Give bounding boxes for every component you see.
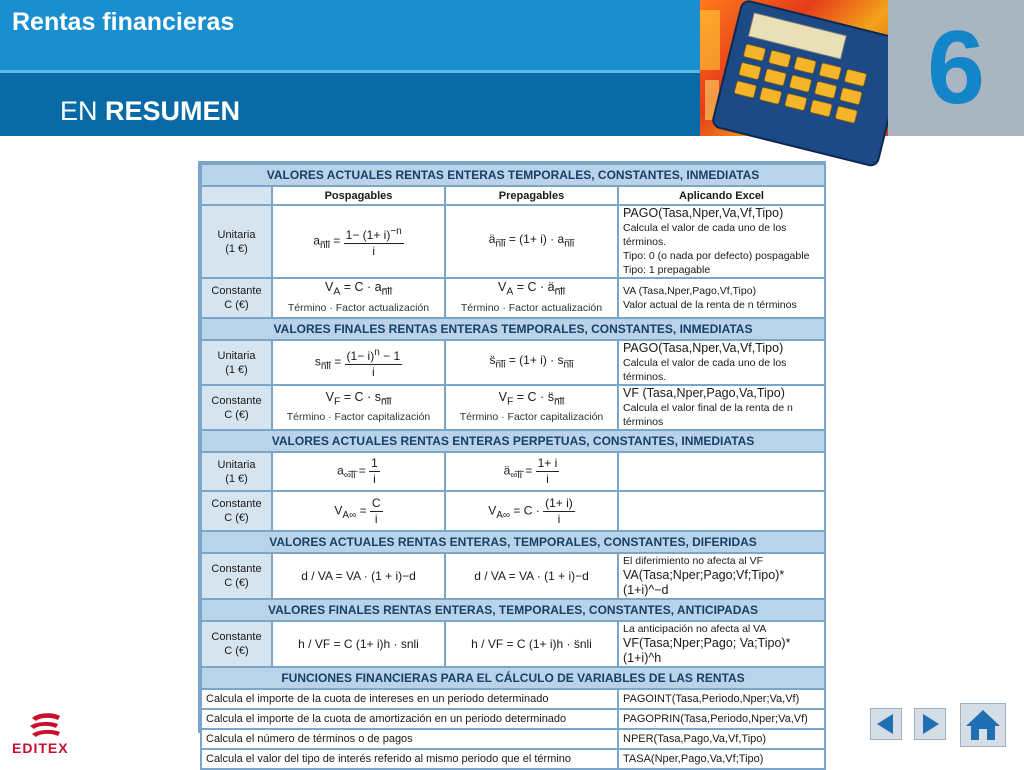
formula-cell: h / VF = C (1+ i)h · s̈nli bbox=[445, 621, 618, 667]
summary-table bbox=[198, 161, 826, 765]
row-label-text: Constante bbox=[211, 285, 262, 297]
formula-cell: $s_{n͞li}$ = $\frac{(1- i)^n - 1}{i}$ bbox=[272, 340, 445, 385]
formula-cell: $V_{A\infty}$ = $\frac{C}{i}$ bbox=[272, 491, 445, 531]
section-header: VALORES ACTUALES RENTAS ENTERAS PERPETUAS, CONSTANTES, INMEDIATAS bbox=[201, 430, 825, 452]
excel-function: VA (Tasa,Nper,Pago,Vf,Tipo) bbox=[623, 285, 757, 297]
table-row bbox=[201, 709, 825, 729]
section-header-row bbox=[201, 667, 825, 689]
row-label-text: Constante bbox=[211, 394, 262, 407]
table-row bbox=[201, 749, 825, 769]
section-title-bold: RESUMEN bbox=[105, 96, 241, 126]
excel-note: El diferimiento no afecta al VF bbox=[623, 555, 764, 567]
row-label-unit: (1 €) bbox=[225, 242, 248, 255]
table-row bbox=[201, 278, 825, 318]
excel-cell bbox=[618, 621, 825, 667]
formula-cell: $a_{n͞li}$ = $\frac{1- (1+ i)^{-n}}{i}$ bbox=[272, 205, 445, 278]
calculator-photo bbox=[700, 0, 890, 136]
section-header: VALORES ACTUALES RENTAS ENTERAS, TEMPORALES, CONSTANTES, DIFERIDAS bbox=[201, 531, 825, 553]
function-description: Calcula el número de términos o de pagos bbox=[201, 729, 618, 749]
excel-cell bbox=[618, 340, 825, 385]
excel-note: La anticipación no afecta al VA bbox=[623, 623, 767, 635]
editex-logo-icon bbox=[28, 712, 62, 738]
row-label-unit: C (€) bbox=[224, 512, 249, 524]
row-label bbox=[201, 553, 272, 599]
row-label-text: Constante bbox=[211, 498, 262, 510]
column-header-row bbox=[201, 186, 825, 205]
row-label-unit: C (€) bbox=[224, 577, 249, 589]
row-label-unit: (1 €) bbox=[225, 363, 248, 376]
row-label-text: Unitaria bbox=[217, 228, 256, 241]
header-divider bbox=[0, 70, 700, 73]
row-label-unit: C (€) bbox=[224, 299, 249, 311]
section-header-row bbox=[201, 318, 825, 340]
row-label bbox=[201, 385, 272, 430]
section-header: VALORES FINALES RENTAS ENTERAS, TEMPORALES, CONSTANTES, ANTICIPADAS bbox=[201, 599, 825, 621]
excel-function: PAGO(Tasa,Nper,Va,Vf,Tipo) bbox=[623, 206, 784, 220]
section-header-row bbox=[201, 430, 825, 452]
excel-function: VF (Tasa,Nper,Pago,Va,Tipo) bbox=[623, 386, 785, 400]
chapter-box bbox=[888, 0, 1024, 136]
table-row bbox=[201, 689, 825, 709]
formula-cell: $ä_{n͞li} = (1+ i) \cdot a_{n͞li}$ bbox=[445, 205, 618, 278]
function-name: PAGOINT(Tasa,Periodo,Nper;Va,Vf) bbox=[618, 689, 825, 709]
formula-caption: Término · Factor capitalización bbox=[286, 411, 431, 424]
formula-cell: d / VA = VA · (1 + i)−d bbox=[445, 553, 618, 599]
table-row bbox=[201, 452, 825, 491]
triangle-right-icon bbox=[915, 709, 945, 739]
triangle-left-icon bbox=[871, 709, 901, 739]
excel-function: PAGO(Tasa,Nper,Va,Vf,Tipo) bbox=[623, 341, 784, 355]
row-label-unit: C (€) bbox=[224, 645, 249, 657]
row-label bbox=[201, 340, 272, 385]
function-description: Calcula el valor del tipo de interés referido al mismo periodo que el término bbox=[201, 749, 618, 769]
formula-cell: $V_F = C$ · $s̈_{n͞li}$ Término · Factor capitalización bbox=[445, 385, 618, 430]
table-row bbox=[201, 385, 825, 430]
excel-cell-empty bbox=[618, 452, 825, 491]
excel-cell bbox=[618, 205, 825, 278]
function-name: NPER(Tasa,Pago,Va,Vf,Tipo) bbox=[618, 729, 825, 749]
table-row bbox=[201, 205, 825, 278]
excel-note: Tipo: 0 (o nada por defecto) pospagable bbox=[623, 250, 810, 262]
row-label-text: Constante bbox=[211, 631, 262, 643]
excel-note: Calcula el valor de cada uno de los términos. bbox=[623, 222, 787, 248]
row-label bbox=[201, 278, 272, 318]
table-row bbox=[201, 340, 825, 385]
house-icon bbox=[961, 704, 1005, 746]
section-header-row bbox=[201, 531, 825, 553]
column-header-empty bbox=[201, 186, 272, 205]
formula-cell: $s̈_{n͞li} = (1+ i) \cdot s_{n͞li}$ bbox=[445, 340, 618, 385]
editex-logo-text: EDITEX bbox=[12, 740, 69, 756]
row-label-text: Constante bbox=[211, 563, 262, 575]
section-header: VALORES ACTUALES RENTAS ENTERAS TEMPORALES, CONSTANTES, INMEDIATAS bbox=[201, 164, 825, 186]
table-row bbox=[201, 553, 825, 599]
row-label bbox=[201, 205, 272, 278]
row-label-unit: (1 €) bbox=[225, 472, 248, 485]
section-header: FUNCIONES FINANCIERAS PARA EL CÁLCULO DE VARIABLES DE LAS RENTAS bbox=[201, 667, 825, 689]
excel-function: VF(Tasa;Nper;Pago; Va;Tipo)*(1+i)^h bbox=[623, 636, 791, 665]
formula-caption: Término · Factor actualización bbox=[287, 301, 430, 314]
excel-cell bbox=[618, 278, 825, 318]
row-label bbox=[201, 621, 272, 667]
section-prefix: EN bbox=[60, 96, 98, 126]
formula-cell: $V_A = C$ · $ä_{n͞li}$ Término · Factor actualización bbox=[445, 278, 618, 318]
formula-cell: h / VF = C (1+ i)h · snli bbox=[272, 621, 445, 667]
excel-note: Calcula el valor final de la renta de n términos bbox=[623, 402, 793, 428]
formula-cell: $ä_{\infty͞li}$ = $\frac{1+ i}{i}$ bbox=[445, 452, 618, 491]
formula-caption: Término · Factor capitalización bbox=[459, 411, 604, 424]
excel-note: Tipo: 1 prepagable bbox=[623, 264, 711, 276]
function-name: TASA(Nper,Pago,Va,Vf;Tipo) bbox=[618, 749, 825, 769]
previous-button[interactable] bbox=[870, 708, 902, 740]
formula-cell: d / VA = VA · (1 + i)−d bbox=[272, 553, 445, 599]
table-row bbox=[201, 491, 825, 531]
formula-cell: $V_F = C \cdot s_{n͞li}$ Término · Factor capitalización bbox=[272, 385, 445, 430]
excel-cell bbox=[618, 553, 825, 599]
section-title bbox=[60, 96, 240, 127]
row-label bbox=[201, 452, 272, 491]
excel-note: Valor actual de la renta de n términos bbox=[623, 299, 797, 311]
column-header-excel: Aplicando Excel bbox=[618, 186, 825, 205]
section-header-row bbox=[201, 164, 825, 186]
table-row bbox=[201, 621, 825, 667]
excel-note: Calcula el valor de cada uno de los términos. bbox=[623, 357, 787, 383]
section-header: VALORES FINALES RENTAS ENTERAS TEMPORALES, CONSTANTES, INMEDIATAS bbox=[201, 318, 825, 340]
formula-cell: $V_A = C \cdot a_{n͞li}$ Término · Factor actualización bbox=[272, 278, 445, 318]
function-description: Calcula el importe de la cuota de intereses en un periodo determinado bbox=[201, 689, 618, 709]
row-label-text: Unitaria bbox=[217, 349, 256, 362]
row-label-unit: C (€) bbox=[224, 408, 249, 421]
function-description: Calcula el importe de la cuota de amortización en un periodo determinado bbox=[201, 709, 618, 729]
summary-grid bbox=[200, 163, 826, 770]
formula-cell: $a_{\infty͞li}$ = $\frac{1}{i}$ bbox=[272, 452, 445, 491]
row-label-text: Unitaria bbox=[217, 458, 256, 471]
next-button[interactable] bbox=[914, 708, 946, 740]
excel-function: VA(Tasa;Nper;Pago;Vf;Tipo)*(1+i)^−d bbox=[623, 568, 785, 597]
chapter-number: 6 bbox=[927, 10, 985, 126]
function-name: PAGOPRIN(Tasa,Periodo,Nper;Va,Vf) bbox=[618, 709, 825, 729]
excel-cell-empty bbox=[618, 491, 825, 531]
formula-cell: $V_{A\infty} = C$ · $\frac{(1+ i)}{i}$ bbox=[445, 491, 618, 531]
table-row bbox=[201, 729, 825, 749]
excel-cell bbox=[618, 385, 825, 430]
home-button[interactable] bbox=[960, 703, 1006, 747]
column-header-pospagables: Pospagables bbox=[272, 186, 445, 205]
formula-caption: Término · Factor actualización bbox=[460, 301, 603, 314]
app-title: Rentas financieras bbox=[12, 8, 235, 36]
section-header-row bbox=[201, 599, 825, 621]
row-label bbox=[201, 491, 272, 531]
column-header-prepagables: Prepagables bbox=[445, 186, 618, 205]
